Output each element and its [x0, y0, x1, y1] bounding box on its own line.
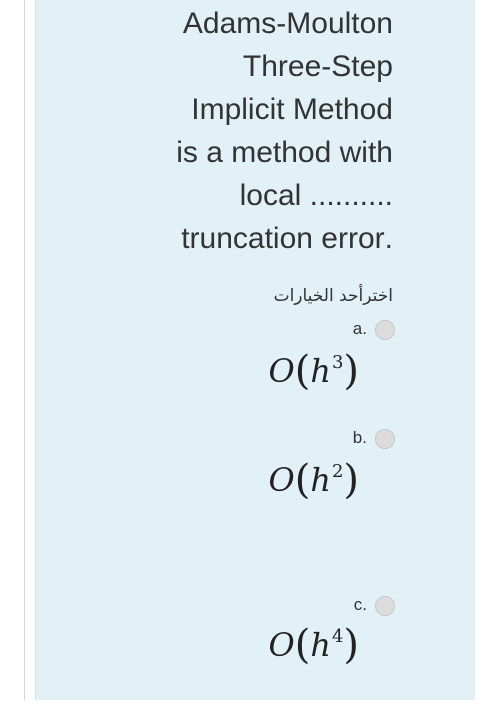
left-paren-glyph: (	[294, 622, 311, 668]
right-paren-glyph: )	[343, 622, 359, 668]
formula-exponent: 2	[331, 461, 344, 482]
option-letter: .a	[352, 319, 367, 338]
question-line: Three-Step	[242, 50, 393, 83]
question-panel	[35, 0, 475, 700]
big-o-symbol: O	[268, 626, 295, 664]
big-o-symbol: O	[268, 461, 295, 499]
radio-button-a[interactable]	[375, 320, 395, 340]
question-line: Implicit Method	[191, 93, 393, 126]
right-paren-glyph: )	[343, 457, 359, 503]
formula-exponent: 4	[331, 626, 344, 647]
answer-option-c[interactable]	[131, 596, 411, 716]
big-o-formula	[268, 346, 359, 392]
question-line: Adams-Moulton	[182, 7, 393, 40]
formula-base: h	[310, 352, 331, 390]
big-o-symbol: O	[268, 352, 295, 390]
question-card	[24, 0, 464, 700]
question-line: .truncation error	[181, 222, 393, 255]
formula-exponent: 3	[331, 352, 344, 373]
answer-option-b[interactable]	[131, 429, 411, 549]
left-paren-glyph: (	[294, 457, 311, 503]
question-text	[93, 2, 393, 260]
question-line: is a method with	[176, 136, 393, 169]
right-paren-glyph: )	[343, 348, 359, 394]
choose-one-prompt: اخترأحد الخيارات	[273, 286, 393, 306]
option-letter: .c	[353, 595, 367, 614]
radio-button-c[interactable]	[375, 596, 395, 616]
radio-button-b[interactable]	[375, 429, 395, 449]
left-paren-glyph: (	[294, 348, 311, 394]
formula-base: h	[310, 461, 331, 499]
question-line: .......... local	[239, 179, 393, 212]
option-letter: .b	[352, 428, 367, 447]
big-o-formula	[268, 620, 359, 666]
answer-option-a[interactable]	[131, 320, 411, 440]
big-o-formula	[268, 455, 359, 501]
formula-base: h	[310, 626, 331, 664]
